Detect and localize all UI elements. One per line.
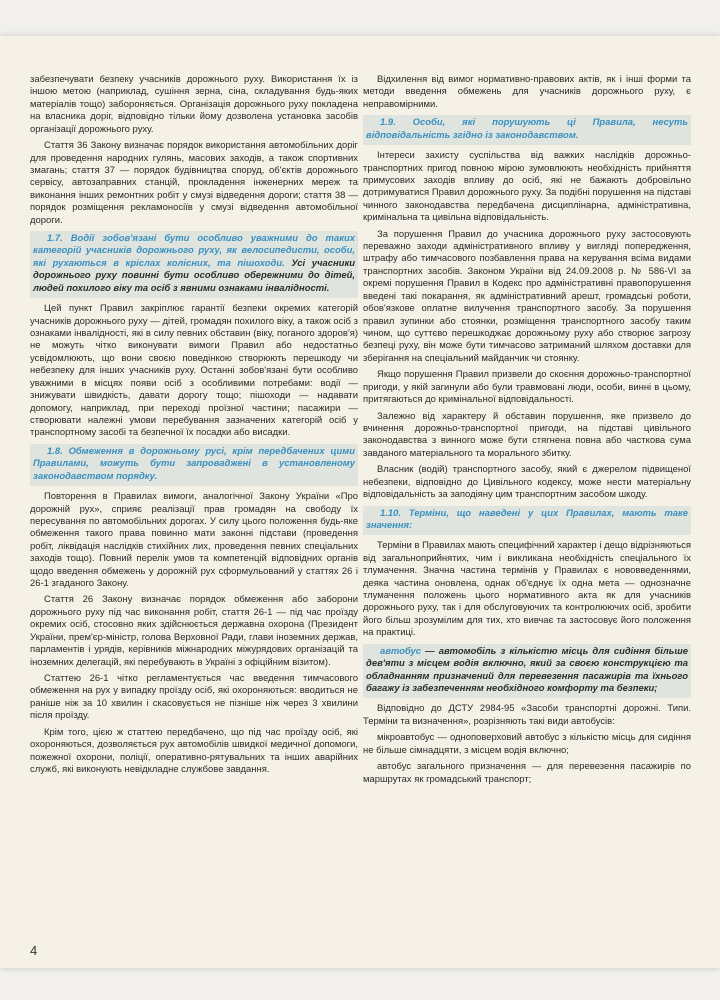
rule-1-7-block: [30, 231, 358, 298]
paragraph: Якщо порушення Правил призвели до скоєння дорожньо-транспортної пригоди, у якій загинули або були травмовані люди, особи, винні в цьому, притягаються до кримінальної відповідальності.: [363, 369, 691, 406]
paragraph: Стаття 26 Закону визначає порядок обмеження або заборони дорожнього руху під час виконання робіт, стаття 26-1 — під час проїзду окремих осіб, стосовно яких здійснюється державна охорона (Президент України, прем'єр-міністр, голова Верховної Ради, глави іноземних держав, парламентів і урядів, керівників міжнародних міжурядових організацій та іноземних делегацій, які перебувають в Україні з офіційним візитом).: [30, 594, 358, 668]
page-number: 4: [30, 943, 38, 958]
rule-1-7-lead: 1.7. Водії зобов'язані бути особливо уважними до таких категорій учасників дорожнього руху, як велосипедисти, особи, які рухаються в кріслах колісних, та пішоходи.: [33, 233, 355, 269]
term-bus-definition: — автомобіль з кількістю місць для сидіння більше дев'яти з місцем водія включно, який за своєю конструкцією та обладнанням призначений для перевезення пасажирів та їхнього багажу із забезпеченням необхідного комфорту та безпеки;: [366, 645, 688, 694]
paragraph: За порушення Правил до учасника дорожнього руху застосовують переважно заходи адміністративного впливу у вигляді попередження, штрафу або тимчасового позбавлення права на керування всіма видами транспортних засобів. Законом України від 24.09.2008 р. № 586-VI за окремі порушення Правил в Кодекс про адміністративні правопорушення введені такі покарання, як адміністративний арешт, громадські роботи, обов'язкове оплатне вилучення транспортного засобу. За порушення правил зупинки або стоянки, розміщення транспортного засобу таким чином, що суттєво перешкоджає дорожньому руху або створює загрозу безпеці руху, він може бути тимчасово затриманий шляхом доставки для зберігання на спеціальний майданчик чи стоянку.: [363, 228, 691, 364]
left-column: [30, 74, 358, 780]
paragraph: Інтереси захисту суспільства від важких наслідків дорожньо-транспортних пригод повною мірою зумовлюють необхідність прийняття примусових заходів впливу до осіб, які не бажають добровільно дотримуватися Правил дорожнього руху. За подібні порушення на підставі чинного законодавства передбачена дисциплінарна, адміністративна, кримінальна та цивільна відповідальність.: [363, 150, 691, 224]
paragraph: забезпечувати безпеку учасників дорожнього руху. Використання їх із іншою метою (наприклад, сушіння зерна, сіна, складування будь-яких матеріалів тощо) забороняється. Організація дорожнього руху покладена на власника доріг, відповідно тільки йому дозволена установка засобів організації дорожнього руху.: [30, 74, 358, 135]
rule-1-8-block: [30, 444, 358, 486]
paragraph: Цей пункт Правил закріплює гарантії безпеки окремих категорій учасників дорожнього руху — дітей, громадян похилого віку, а також осіб з ознаками інвалідності, які в силу певних обставин (віку, поганого здоров'я) не можуть чітко виконувати вимоги Правил або недостатньо усвідомлюють, що вони своєю поведінкою створюють перешкоду чи небезпеку для інших учасників руху. Останні зобов'язані бути особливо уважними в місцях появи осіб з особливими потребами: водії — знижувати швидкість, давати дорогу тощо; пішоходи — надавати допомогу, наприклад, при переході проїзної частини; пасажири — створювати належні умови перебування зазначених категорій осіб у транспортному засобі та безпечної їх посадки або висадки.: [30, 303, 358, 439]
paragraph: Залежно від характеру й обставин порушення, яке призвело до вчинення дорожньо-транспортної пригоди, на підставі цивільного законодавства з винного може бути стягнена повна або часткова сума завданого матеріального та морального збитку.: [363, 410, 691, 459]
book-page: [0, 36, 720, 968]
paragraph: Відповідно до ДСТУ 2984-95 «Засоби транспортні дорожні. Типи. Терміни та визначення», розрізняють такі види автобусів:: [363, 703, 691, 727]
rule-1-9-block: [363, 115, 691, 145]
paragraph: Статтею 26-1 чітко регламентується час введення тимчасового обмеження на рух у випадку проїзду осіб, які охороняються: вводиться не раніше ніж за 10 хвилин і скасовується не пізніше ніж через 3 хвилини після проїзду.: [30, 672, 358, 722]
rule-1-8-lead: 1.8. Обмеження в дорожньому русі, крім передбачених цими Правилами, можуть бути запроваджені в установленому законодавством порядку.: [33, 445, 355, 482]
rule-1-9-lead: 1.9. Особи, які порушують ці Правила, несуть відповідальність згідно із законодавством.: [366, 117, 688, 141]
paragraph: Крім того, цією ж статтею передбачено, що під час проїзду осіб, які охороняються, дозволяється рух автомобілів швидкої медичної допомоги, пожежної охорони, поліції, оперативно-рятувальних та інших аварійних служб, які виконують невідкладне службове завдання.: [30, 726, 358, 775]
rule-1-10-lead: 1.10. Терміни, що наведені у цих Правилах, мають таке значення:: [366, 507, 688, 531]
paragraph: Стаття 36 Закону визначає порядок використання автомобільних доріг для проведення народних гулянь, масових заходів, а також спортивних змагань; стаття 37 — порядок будівництва споруд, об'єктів дорожнього сервісу, автозаправних станцій, прокладення інженерних мереж та виконання інших ремонтних робіт у смузі відведення дороги; стаття 38 — порядок розміщення рекламоносіїв у смузі відведення автомобільної дороги.: [30, 140, 358, 226]
paragraph: Відхилення від вимог нормативно-правових актів, як і інші форми та методи введення обмежень для учасників дорожнього руху, є неправомірними.: [363, 74, 691, 110]
term-bus-block: [363, 644, 691, 699]
right-column: [363, 74, 691, 790]
rule-1-10-block: [363, 506, 691, 536]
paragraph: Повторення в Правилах вимоги, аналогічної Закону України «Про дорожній рух», сприяє реалізації прав громадян на свободу їх пересування по автомобільних дорогах. У силу цього положення будь-яке обмеження такого права повинно мати законні підстави (проведення робіт, ліквідація наслідків стихійних лих, проведення певних спеціальних заходів тощо). Повний перелік умов та компетенцій відповідних органів щодо введення обмежень у дорожній рух сформульований у статтях 26 і 26-1 згаданого Закону.: [30, 491, 358, 590]
term-bus-word: автобус: [380, 645, 421, 657]
rule-1-7-body: Усі учасники дорожнього руху повинні бути особливо обережними до дітей, людей похилого віку та осіб з явними ознаками інвалідності.: [33, 257, 355, 294]
paragraph: автобус загального призначення — для перевезення пасажирів по маршрутах як громадський транспорт;: [363, 761, 691, 785]
paragraph: Власник (водій) транспортного засобу, який є джерелом підвищеної небезпеки, відповідно до Цивільного кодексу, може нести матеріальну відповідальність за заподіяну цим транспортним засобом шкоду.: [363, 464, 691, 501]
paragraph: мікроавтобус — одноповерховий автобус з кількістю місць для сидіння не більше сімнадцяти, з місцем водія включно;: [363, 732, 691, 756]
paragraph: Терміни в Правилах мають специфічний характер і дещо відрізняються від загальноприйнятих, чим і викликана необхідність спеціального їх тлумачення. Значна частина термінів у Правилах є нововведеннями, деяка частина оновлена, однак об'єднує їх одна мета — однозначне тлумачення положень цього нормативного акта як для учасників дорожнього руху, так і для обслуговуючих та контролюючих осіб, зробити його більш зрозумілим для тих, хто вивчає та застосовує його положення на практиці.: [363, 540, 691, 639]
